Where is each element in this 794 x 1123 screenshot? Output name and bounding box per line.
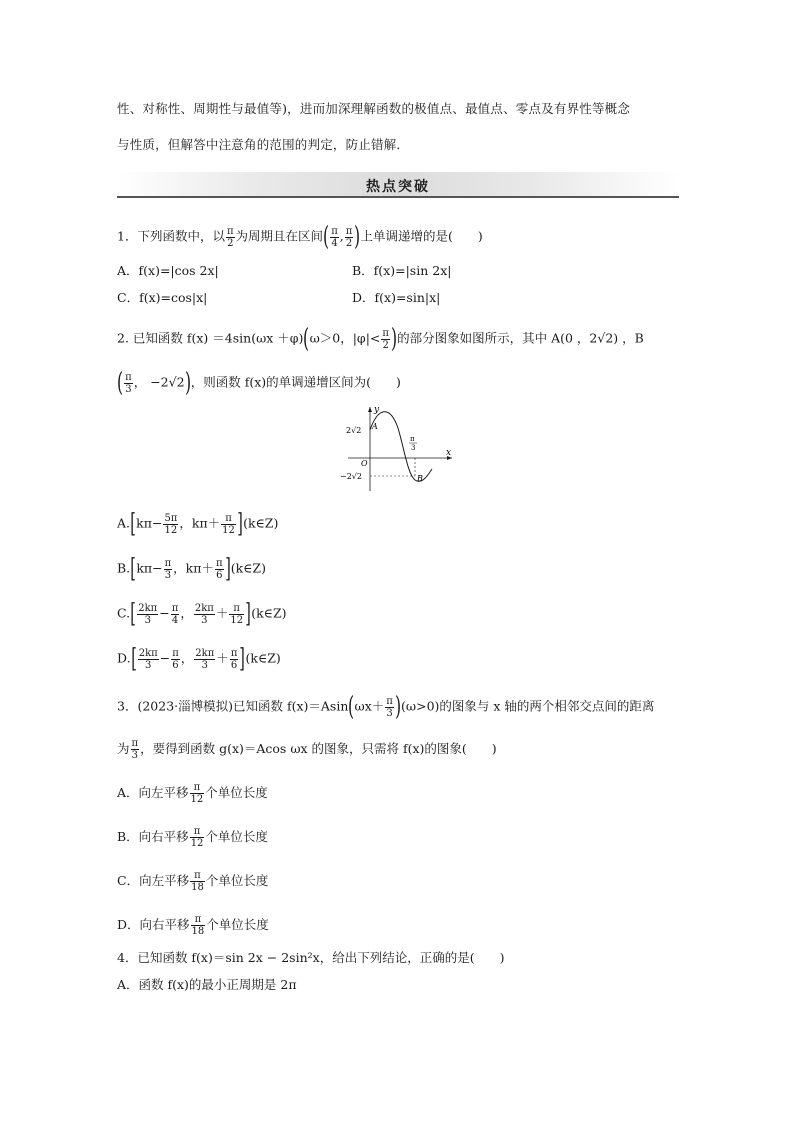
function-graph: [340, 403, 460, 493]
top-value-label: 2√2: [346, 426, 362, 435]
bottom-value-label: −2√2: [340, 472, 362, 481]
sine-curve: [370, 412, 432, 482]
question-4-stem: 4．已知函数 f(x)＝sin 2x − 2sin²x，给出下列结论，正确的是( ): [117, 950, 505, 965]
question-1-option-c: C．f(x)=cos|x|: [117, 290, 208, 305]
question-4-option-a: A．函数 f(x)的最小正周期是 2π: [117, 977, 297, 992]
question-3-stem-line-1: 3．(2023·淄博模拟)已知函数 f(x)＝Asin(ωx＋ $\frac{\pi}{3}$ )(ω>0)的图象与 x 轴的两个相邻交点间的距离: [117, 692, 655, 722]
question-2-option-a: A.[kπ− $\frac{5\pi}{12}$ ，kπ＋ $\frac{\pi}{12}$ ](k∈Z): [117, 509, 279, 539]
pi-num: π: [410, 435, 415, 443]
question-1-option-b: B．f(x)=|sin 2x|: [352, 263, 452, 278]
question-3-option-c: C．向左平移 $\frac{\pi}{18}$ 个单位长度: [117, 870, 269, 893]
pi-den: 3: [411, 444, 416, 452]
point-a-label: A: [372, 422, 378, 431]
point-b-label: B: [417, 474, 423, 483]
section-title: 热点突破: [366, 179, 430, 195]
question-3-option-d: D．向右平移 $\frac{\pi}{18}$ 个单位长度: [117, 914, 269, 937]
question-2-option-c: C.[ $\frac{2k\pi}{3}$ − $\frac{\pi}{4}$ ， $\frac{2k\pi}{3}$ ＋ $\frac{\pi}{12}$ ](k∈Z): [117, 599, 287, 629]
question-2-stem-line-2: ( $\frac{\pi}{3}$ ， −2√2)，则函数 f(x)的单调递增区间为( ): [117, 368, 401, 398]
x-label: x: [446, 448, 452, 458]
question-1-option-a: A．f(x)=|cos 2x|: [117, 263, 219, 278]
question-3-stem-line-2: 为 $\frac{\pi}{3}$ ，要得到函数 g(x)＝Acos ωx 的图象，只需将 f(x)的图象( ): [117, 738, 497, 761]
question-1-stem: 1．下列函数中，以 $\frac{\pi}{2}$ 为周期且在区间( $\frac{\pi}{4}$ , $\frac{\pi}{2}$ )上单调递增的是( ): [117, 222, 483, 252]
question-2-option-d: D.[ $\frac{2k\pi}{3}$ − $\frac{\pi}{6}$ ， $\frac{2k\pi}{3}$ ＋ $\frac{\pi}{6}$ ](k∈Z): [117, 644, 281, 674]
question-2-stem-line-1: 2. 已知函数 f(x) ＝4sin(ωx ＋φ)(ω＞0，|φ|< $\frac{\pi}{2}$ )的部分图象如图所示，其中 A(0 ，2√2) ，B: [117, 324, 644, 354]
y-label: y: [374, 405, 380, 415]
section-header: [117, 172, 679, 198]
question-1-option-d: D．f(x)=sin|x|: [352, 290, 441, 305]
intro-line-2: 与性质，但解答中注意角的范围的判定，防止错解．: [117, 137, 410, 152]
fraction: $\frac{\pi}{2}$: [226, 225, 234, 249]
question-3-option-a: A．向左平移 $\frac{\pi}{12}$ 个单位长度: [117, 782, 268, 805]
origin-label: O: [361, 459, 368, 468]
question-3-option-b: B．向右平移 $\frac{\pi}{12}$ 个单位长度: [117, 826, 268, 849]
question-2-option-b: B.[kπ− $\frac{\pi}{3}$ ，kπ＋ $\frac{\pi}{6}$ ](k∈Z): [117, 554, 266, 584]
intro-line-1: 性、对称性、周期性与最值等)，进而加深理解函数的极值点、最值点、零点及有界性等概念: [117, 101, 631, 116]
